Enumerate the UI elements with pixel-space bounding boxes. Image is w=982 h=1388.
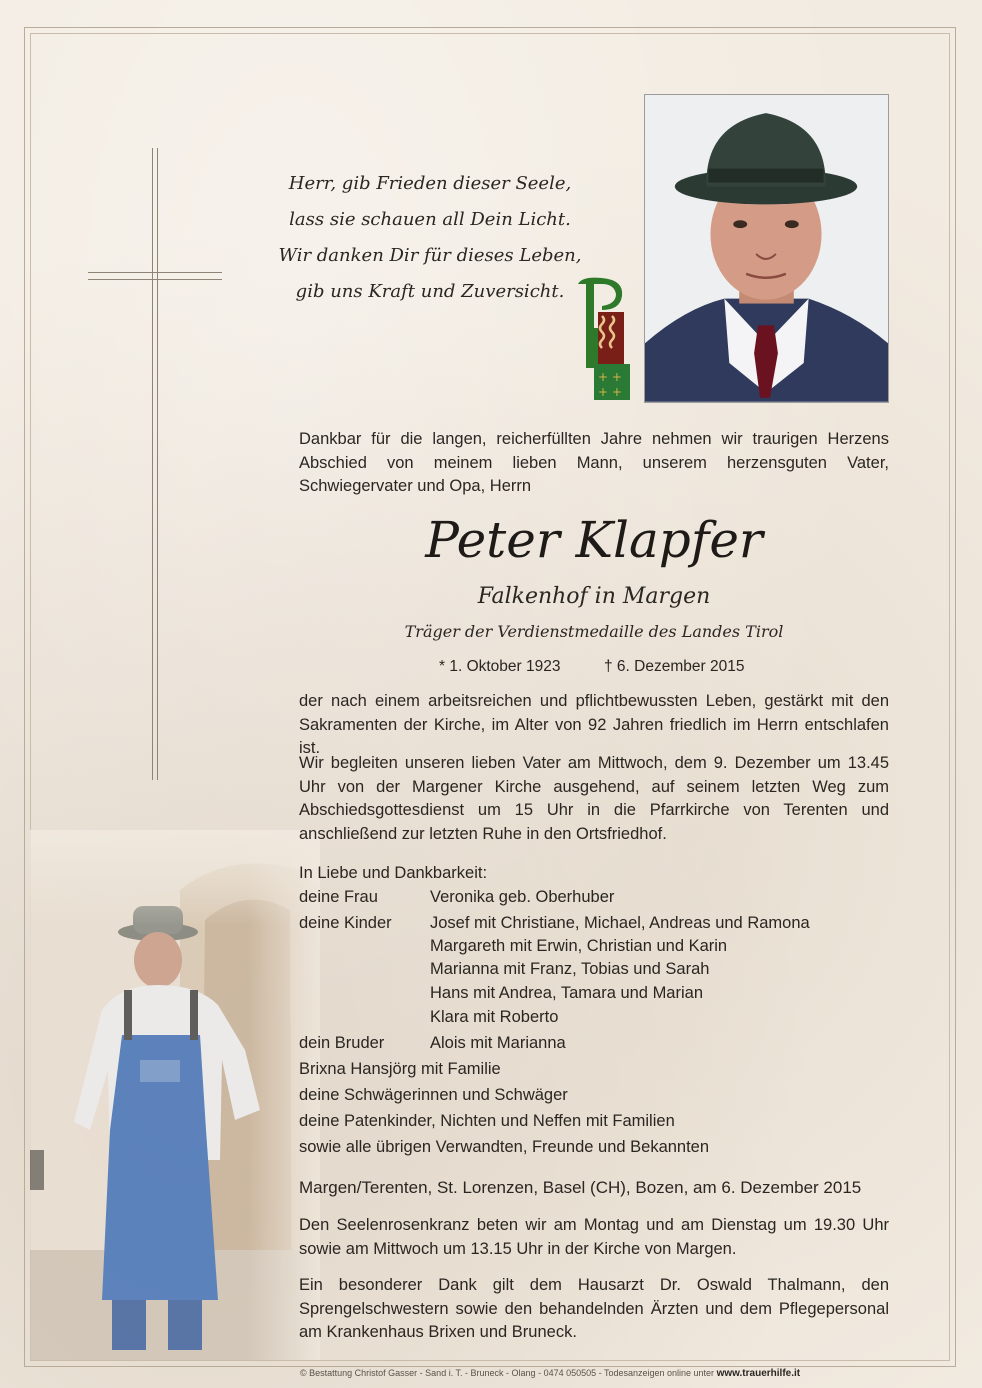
rosary-text: Den Seelenrosenkranz beten wir am Montag und am Dienstag um 19.30 Uhr sowie am Mittwoch um 13.15 Uhr in der Kirche von Margen. <box>299 1216 889 1258</box>
footer-link[interactable]: www.trauerhilfe.it <box>716 1368 801 1379</box>
chi-rho-icon <box>572 276 630 402</box>
relative-names: Veronika geb. Oberhuber <box>430 888 615 906</box>
poem-line: gib uns Kraft und Zuversicht. <box>295 281 565 302</box>
relative-label: dein Bruder <box>299 1034 385 1052</box>
other-relatives: Brixna Hansjörg mit Familie <box>299 1060 501 1078</box>
svg-text:+ +: + + <box>598 370 622 384</box>
intro-text: Dankbar für die langen, reicherfüllten Jahre nehmen wir traurigen Herzens Abschied von meinem lieben Mann, unserem herzensguten Vater, Schwiegervater und Opa, Herrn <box>299 430 889 495</box>
relative-label: deine Frau <box>299 888 378 906</box>
love-header: In Liebe und Dankbarkeit: <box>299 864 488 882</box>
footer <box>300 1368 900 1379</box>
relative-names: Alois mit Marianna <box>430 1034 566 1052</box>
poem <box>270 166 590 310</box>
deceased-name: Peter Klapfer <box>425 511 763 569</box>
place-date: Margen/Terenten, St. Lorenzen, Basel (CH), Bozen, am 6. Dezember 2015 <box>299 1178 862 1197</box>
relative-names: Marianna mit Franz, Tobias und Sarah <box>430 960 710 978</box>
farm-name: Falkenhof in Margen <box>477 584 711 609</box>
footer-text: © Bestattung Christof Gasser - Sand i. T. - Bruneck - Olang - 0474 050505 - Todesanzeigen online unter <box>300 1368 715 1378</box>
relative-names: Hans mit Andrea, Tamara und Marian <box>430 984 703 1002</box>
poem-line: Wir danken Dir für dieses Leben, <box>278 245 582 266</box>
poem-line: Herr, gib Frieden dieser Seele, <box>288 173 572 194</box>
medal-text: Träger der Verdienstmedaille des Landes Tirol <box>404 622 784 641</box>
funeral-text: Wir begleiten unseren lieben Vater am Mittwoch, dem 9. Dezember um 13.45 Uhr von der Margener Kirche ausgehend, auf seinem letzten Weg zum Abschiedsgottesdienst um 15 Uhr in die Pfarrkirche von Terenten und anschließend zur letzten Ruhe in den Ortsfriedhof. <box>299 754 889 843</box>
svg-text:+ +: + + <box>598 385 622 399</box>
relative-label: deine Kinder <box>299 914 392 932</box>
birth-date: * 1. Oktober 1923 <box>439 658 561 675</box>
other-relatives: deine Schwägerinnen und Schwäger <box>299 1086 568 1104</box>
relative-names: Klara mit Roberto <box>430 1008 559 1026</box>
passing-text: der nach einem arbeitsreichen und pflichtbewussten Leben, gestärkt mit den Sakramenten der Kirche, im Alter von 92 Jahren friedlich im Herrn entschlafen ist. <box>299 692 889 757</box>
cross-icon-bar <box>88 272 222 280</box>
relative-names: Margareth mit Erwin, Christian und Karin <box>430 937 728 955</box>
poem-line: lass sie schauen all Dein Licht. <box>289 209 571 230</box>
relative-names: Josef mit Christiane, Michael, Andreas und Ramona <box>430 914 810 932</box>
man-in-apron-photo <box>30 830 320 1360</box>
death-date: † 6. Dezember 2015 <box>604 658 745 675</box>
other-relatives: sowie alle übrigen Verwandten, Freunde und Bekannten <box>299 1138 710 1156</box>
thanks-text: Ein besonderer Dank gilt dem Hausarzt Dr. Oswald Thalmann, den Sprengelschwestern sowie den behandelnden Ärzten und dem Pflegepersonal am Krankenhaus Brixen und Bruneck. <box>299 1276 889 1341</box>
other-relatives: deine Patenkinder, Nichten und Neffen mit Familien <box>299 1112 675 1130</box>
portrait-photo <box>644 94 889 403</box>
cross-icon <box>152 148 158 780</box>
